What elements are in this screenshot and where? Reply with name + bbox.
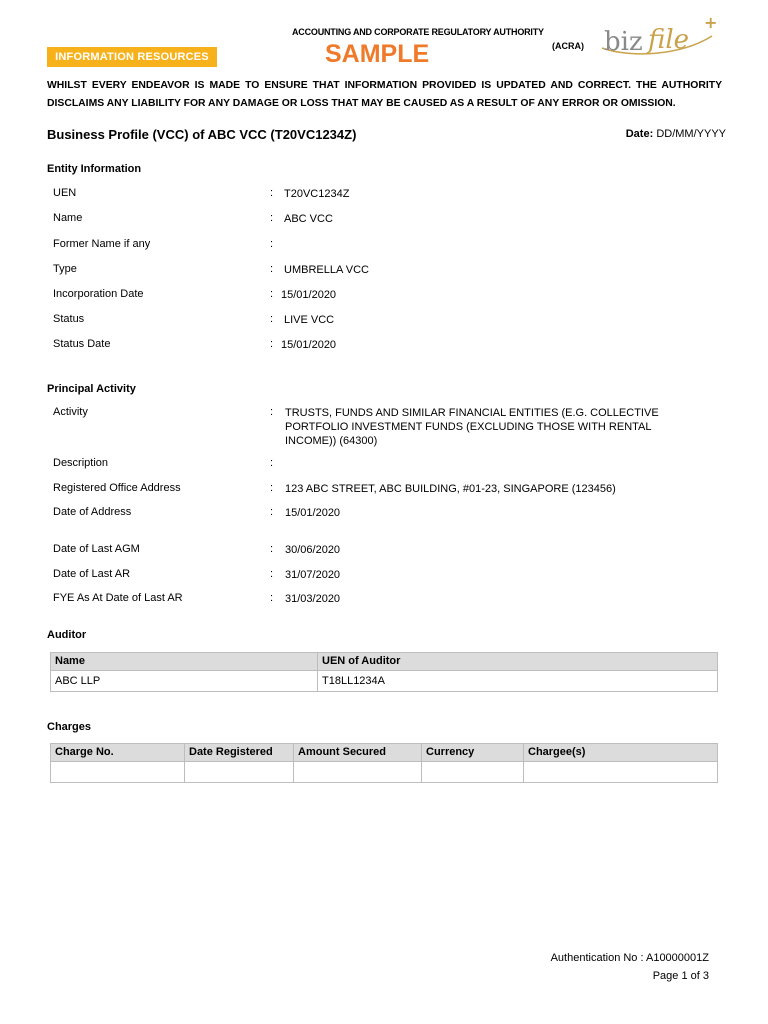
row-colon: :: [270, 406, 274, 418]
column-header: Name: [51, 653, 318, 671]
table-header-row: [51, 653, 718, 671]
row-label: Type: [53, 263, 77, 275]
sample-watermark: SAMPLE: [325, 40, 430, 68]
table-cell: [294, 762, 422, 783]
table-cell: [51, 762, 185, 783]
table-cell: [524, 762, 718, 783]
row-colon: :: [270, 212, 274, 224]
column-header: UEN of Auditor: [318, 653, 718, 671]
auditor-table: [50, 652, 718, 692]
row-label: UEN: [53, 187, 77, 199]
row-value: TRUSTS, FUNDS AND SIMILAR FINANCIAL ENTITIES (E.G. COLLECTIVE PORTFOLIO INVESTMENT FUNDS (EXCLUDING THOSE WITH RENTAL INCOME)) (64300): [285, 407, 659, 447]
row-value: UMBRELLA VCC: [284, 264, 369, 276]
date-value: DD/MM/YYYY: [656, 128, 726, 140]
table-row: [51, 671, 718, 692]
page-title: Business Profile (VCC) of ABC VCC (T20VC1234Z): [47, 127, 357, 142]
row-colon: :: [270, 187, 274, 199]
auditor-heading: Auditor: [47, 629, 87, 641]
row-colon: :: [270, 263, 274, 275]
disclaimer-text: WHILST EVERY ENDEAVOR IS MADE TO ENSURE THAT INFORMATION PROVIDED IS UPDATED AND CORRECT. THE AUTHORITY DISCLAIMS ANY LIABILITY FOR ANY DAMAGE OR LOSS THAT MAY BE CAUSED AS A RESULT OF ANY ERROR OR OMISSION.: [47, 80, 722, 109]
row-value: 15/01/2020: [285, 507, 341, 519]
charges-heading: Charges: [47, 721, 92, 733]
row-label: Former Name if any: [53, 238, 151, 250]
column-header: Date Registered: [185, 744, 294, 762]
column-header: Currency: [422, 744, 524, 762]
information-resources-badge: INFORMATION RESOURCES: [47, 47, 217, 67]
row-value: ABC VCC: [284, 213, 333, 225]
row-label: Status Date: [53, 338, 111, 350]
table-cell: [185, 762, 294, 783]
table-cell: ABC LLP: [51, 671, 318, 692]
row-label: Description: [53, 457, 109, 469]
row-colon: :: [270, 592, 274, 604]
row-colon: :: [270, 543, 274, 555]
column-header: Charge No.: [51, 744, 185, 762]
row-colon: :: [270, 457, 274, 469]
row-label: Date of Address: [53, 506, 132, 518]
authentication-number: Authentication No : A10000001Z: [550, 952, 709, 964]
row-colon: :: [270, 568, 274, 580]
row-label: Activity: [53, 406, 88, 418]
page-number: Page 1 of 3: [652, 970, 709, 982]
column-header: Chargee(s): [524, 744, 718, 762]
column-header: Amount Secured: [294, 744, 422, 762]
row-colon: :: [270, 338, 274, 350]
row-value: LIVE VCC: [284, 314, 335, 326]
row-value: 123 ABC STREET, ABC BUILDING, #01-23, SINGAPORE (123456): [285, 483, 616, 495]
row-colon: :: [270, 313, 274, 325]
row-label: Status: [53, 313, 85, 325]
bizfile-logo: [600, 14, 720, 62]
svg-text:file: file: [648, 25, 690, 55]
row-value: 31/03/2020: [285, 593, 341, 605]
table-row: [51, 762, 718, 783]
row-value: 15/01/2020: [281, 339, 337, 351]
agency-abbreviation: (ACRA): [552, 41, 584, 51]
row-label: Registered Office Address: [53, 482, 181, 494]
row-value: 31/07/2020: [285, 569, 341, 581]
row-value: T20VC1234Z: [284, 188, 350, 200]
principal-activity-heading: Principal Activity: [47, 383, 136, 395]
agency-name: ACCOUNTING AND CORPORATE REGULATORY AUTHORITY: [292, 27, 544, 37]
table-header-row: [51, 744, 718, 762]
table-cell: T18LL1234A: [318, 671, 718, 692]
row-colon: :: [270, 506, 274, 518]
table-cell: [422, 762, 524, 783]
row-value: 30/06/2020: [285, 544, 341, 556]
svg-text:biz: biz: [604, 27, 643, 57]
svg-text:+: +: [704, 14, 718, 32]
row-label: Incorporation Date: [53, 288, 144, 300]
row-label: Name: [53, 212, 83, 224]
row-label: FYE As At Date of Last AR: [53, 592, 183, 604]
charges-table: [50, 743, 718, 783]
date-label: Date:: [625, 128, 654, 140]
row-colon: :: [270, 238, 274, 250]
document-date: [626, 128, 726, 140]
row-value: 15/01/2020: [281, 289, 337, 301]
row-colon: :: [270, 288, 274, 300]
row-label: Date of Last AGM: [53, 543, 140, 555]
row-colon: :: [270, 482, 274, 494]
row-label: Date of Last AR: [53, 568, 131, 580]
entity-information-heading: Entity Information: [47, 163, 142, 175]
